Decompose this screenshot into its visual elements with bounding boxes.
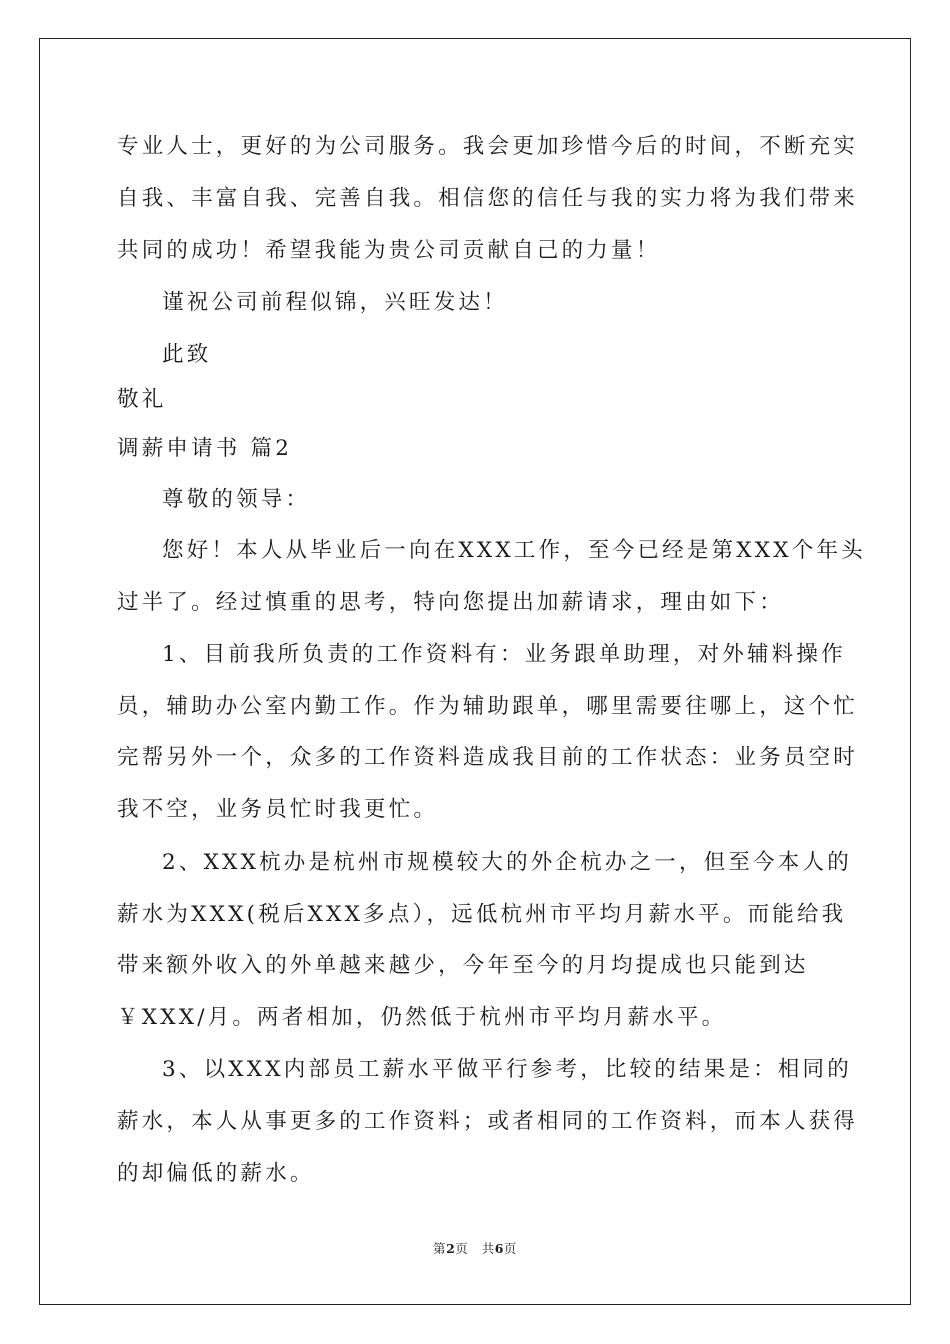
total-suffix: 页 bbox=[503, 1241, 517, 1256]
text-line: 此致 bbox=[162, 342, 212, 367]
text-line: 2、XXX杭办是杭州市规模较大的外企杭办之一，但至今本人的 bbox=[162, 850, 852, 875]
text-line: 1、目前我所负责的工作资料有：业务跟单助理，对外辅料操作 bbox=[162, 642, 846, 667]
text-line: 您好！本人从毕业后一向在XXX工作，至今已经是第XXX个年头 bbox=[162, 538, 866, 563]
page-suffix: 页 bbox=[455, 1241, 469, 1256]
text-line: 谨祝公司前程似锦，兴旺发达！ bbox=[162, 290, 508, 315]
text-line: 员，辅助办公室内勤工作。作为辅助跟单，哪里需要往哪上，这个忙 bbox=[117, 694, 859, 719]
text-line: 共同的成功！希望我能为贵公司贡献自己的力量！ bbox=[117, 238, 661, 263]
text-line: 薪水为XXX(税后XXX多点），远低杭州市平均月薪水平。而能给我 bbox=[117, 902, 847, 927]
text-line: 3、以XXX内部员工薪水平做平行参考，比较的结果是：相同的 bbox=[162, 1057, 852, 1082]
text-line: 带来额外收入的外单越来越少，今年至今的月均提成也只能到达 bbox=[117, 953, 809, 978]
total-prefix: 共 bbox=[481, 1241, 495, 1256]
page-footer bbox=[0, 1239, 950, 1257]
text-line: 过半了。经过慎重的思考，特向您提出加薪请求，理由如下： bbox=[117, 590, 784, 615]
total-pages: 6 bbox=[494, 1241, 504, 1256]
section-heading: 调薪申请书 篇2 bbox=[117, 436, 293, 461]
page-number: 2 bbox=[446, 1241, 456, 1256]
salutation: 尊敬的领导： bbox=[162, 487, 311, 512]
text-line: 薪水，本人从事更多的工作资料；或者相同的工作资料，而本人获得 bbox=[117, 1109, 859, 1134]
text-line: 完帮另外一个，众多的工作资料造成我目前的工作状态：业务员空时 bbox=[117, 745, 859, 770]
page-prefix: 第 bbox=[433, 1241, 447, 1256]
text-line: 敬礼 bbox=[117, 387, 167, 412]
text-line: 专业人士，更好的为公司服务。我会更加珍惜今后的时间，不断充实 bbox=[117, 134, 859, 159]
text-line: 的却偏低的薪水。 bbox=[117, 1161, 315, 1186]
text-line: 我不空，业务员忙时我更忙。 bbox=[117, 797, 439, 822]
text-line: 自我、丰富自我、完善自我。相信您的信任与我的实力将为我们带来 bbox=[117, 186, 859, 211]
text-line: ￥XXX/月。两者相加，仍然低于杭州市平均月薪水平。 bbox=[117, 1005, 727, 1030]
